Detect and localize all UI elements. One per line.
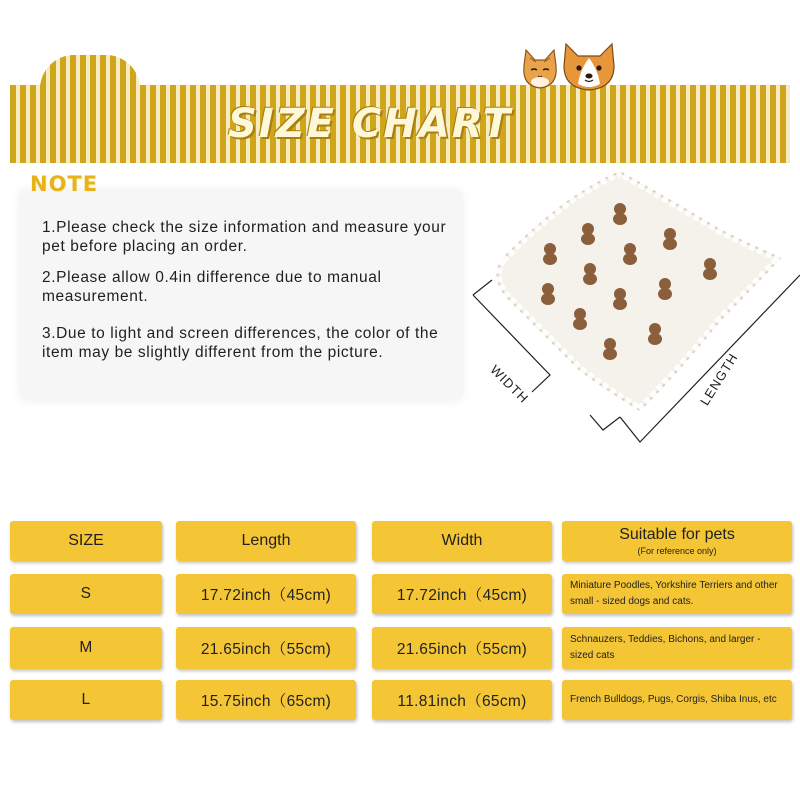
header-length: Length — [176, 521, 356, 561]
row-l-length: 15.75inch（65cm) — [176, 680, 356, 720]
page-title: SIZE CHART — [227, 101, 513, 147]
header-pets — [562, 521, 792, 561]
note-item-2: 2.Please allow 0.4in difference due to manual measurement. — [42, 269, 382, 305]
width-label: WIDTH — [487, 362, 532, 407]
header-pets-title: Suitable for pets — [619, 526, 735, 543]
header-width: Width — [372, 521, 552, 561]
header-pets-note: (For reference only) — [637, 546, 717, 556]
row-l-size: L — [10, 680, 162, 720]
banner-tab-decoration — [40, 55, 140, 89]
row-m-length: 21.65inch（55cm) — [176, 627, 356, 669]
row-s-pets: Miniature Poodles, Yorkshire Terriers and other small - sized dogs and cats. — [562, 574, 792, 614]
note-label: NOTE — [30, 172, 99, 196]
row-l-width: 11.81inch（65cm) — [372, 680, 552, 720]
row-s-size: S — [10, 574, 162, 614]
row-s-length: 17.72inch（45cm) — [176, 574, 356, 614]
note-item-3: 3.Due to light and screen differences, the color of the item may be slightly different from the picture. — [42, 325, 439, 361]
blanket-illustration — [470, 160, 800, 460]
header-size: SIZE — [10, 521, 162, 561]
length-label: LENGTH — [697, 350, 741, 408]
row-m-width: 21.65inch（55cm) — [372, 627, 552, 669]
row-l-pets: French Bulldogs, Pugs, Corgis, Shiba Inus, etc — [562, 680, 792, 720]
dog-icon — [560, 40, 618, 92]
row-m-pets: Schnauzers, Teddies, Bichons, and larger - sized cats — [562, 627, 792, 669]
row-m-size: M — [10, 627, 162, 669]
cat-icon — [520, 48, 560, 90]
note-item-1: 1.Please check the size information and measure your pet before placing an order. — [42, 219, 447, 255]
row-s-width: 17.72inch（45cm) — [372, 574, 552, 614]
